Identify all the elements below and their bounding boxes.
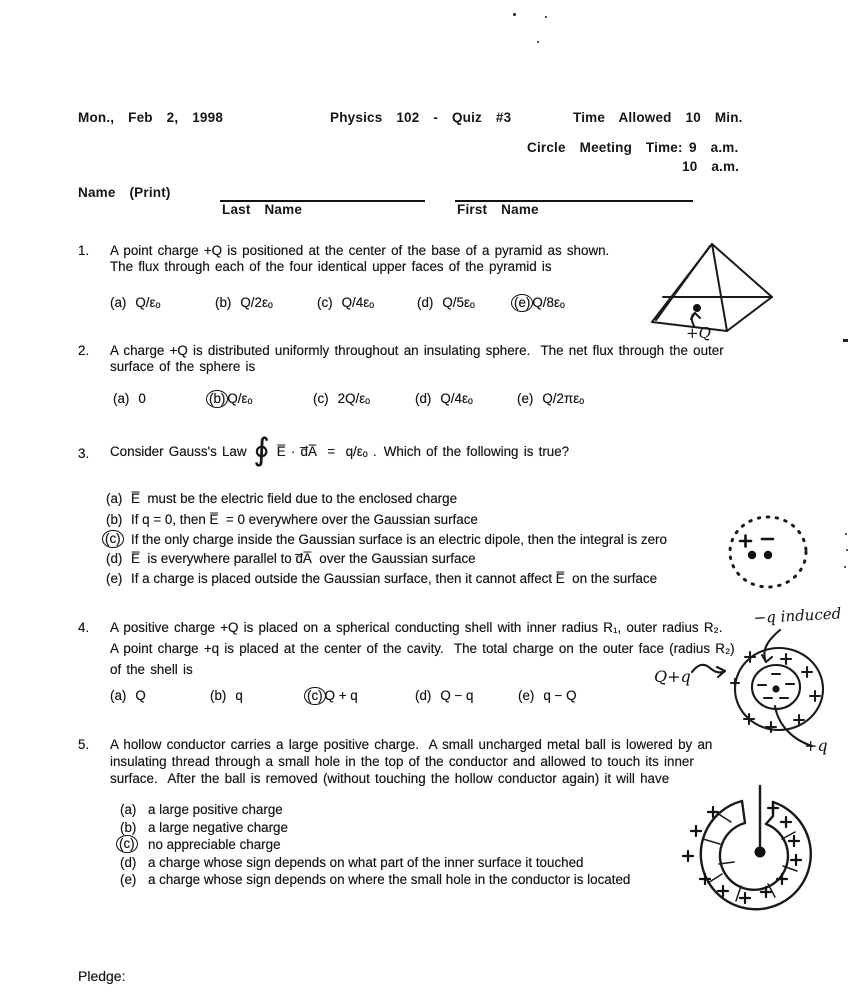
question-5-number: 5. [78,737,90,752]
q1-option-d-letter: (d) [417,295,434,310]
q1-option-a-letter: (a) [110,295,127,310]
scan-artifact [845,533,847,535]
closed-integral-symbol: ∮ [253,431,270,468]
q5-option-d-letter: (d) [120,855,137,870]
q2-option-c [313,391,370,406]
q3-option-a-letter: (a) [106,491,123,506]
q3-option-d-value: E̅ is everywhere parallel to d̅A̅ over the Gaussian surface [131,551,476,566]
q1-option-b-letter: (b) [215,295,232,310]
question-4-number: 4. [78,620,90,635]
q1-option-a [110,295,161,310]
q5-option-b-value: a large negative charge [148,820,288,835]
q2-option-b-letter: (b) [206,390,228,408]
scan-artifact [844,566,846,568]
pledge-label: Pledge: [78,968,126,984]
q3-option-c-letter: (c) [102,530,124,548]
question-4-text-line-1: A positive charge +Q is placed on a spherical conducting shell with inner radius R₁, outer radius R₂. [110,620,723,635]
q3-option-d-letter: (d) [106,551,123,566]
q4-option-b-value: q [235,688,243,703]
q4-option-a [110,688,146,703]
question-2-text-line-2: surface of the sphere is [110,359,256,374]
question-5-text-line-3: surface. After the ball is removed (without touching the hollow conductor again) it will have [110,771,670,786]
q1-option-e [515,295,565,310]
q5-option-d-value: a charge whose sign depends on what part of the inner surface it touched [148,855,584,870]
meeting-time-10am: 10 a.m. [682,159,740,174]
name-print-label: Name (Print) [78,185,171,200]
q1-option-c-value: Q/4εₒ [341,295,375,310]
q2-option-b-value: Q/εₒ [227,391,253,406]
q5-option-b-letter: (b) [120,820,137,835]
q1-option-d-value: Q/5εₒ [442,295,475,310]
q3-option-e-value: If a charge is placed outside the Gaussian surface, then it cannot affect E̅ on the surface [131,571,658,586]
q3-stem-math: E̅ · d̅A̅ = q/εₒ . [276,443,377,459]
dipole-plus-sign [740,536,751,547]
scan-artifact [843,339,848,342]
q4-option-a-value: Q [135,688,146,703]
q3-stem-suffix: Which of the following is true? [383,443,570,459]
meeting-time-9am: 9 a.m. [689,140,739,155]
q5-option-c-value: no appreciable charge [148,837,281,852]
question-1-text-line-2: The flux through each of the four identical upper faces of the pyramid is [110,259,552,274]
circle-meeting-label: Circle Meeting Time: [527,140,683,155]
induced-charge-label: −q induced [753,604,842,627]
q1-option-c [317,295,374,310]
scan-artifact [537,41,539,43]
total-charge-label: Q+q [654,667,691,686]
conducting-shell-figure [628,598,850,758]
outer-charge-label: +q [804,736,828,755]
dipole-charge-dot [764,551,772,559]
question-1-number: 1. [78,243,90,258]
q4-option-d-value: Q − q [440,688,474,703]
q1-option-a-value: Q/εₒ [135,295,161,310]
first-name-label: First Name [457,202,539,217]
quiz-title: Physics 102 - Quiz #3 [330,110,512,125]
question-5-text-line-1: A hollow conductor carries a large positive charge. A small uncharged metal ball is lowered by an [110,737,713,752]
shell-hatching [703,813,797,901]
q4-option-e-value: q − Q [543,688,577,703]
q5-option-c-letter: (c) [116,835,138,853]
last-name-line [220,186,425,202]
q5-option-a-letter: (a) [120,802,137,817]
q2-option-c-letter: (c) [313,391,329,406]
question-2-number: 2. [78,343,90,358]
q4-option-c-letter: (c) [304,687,326,705]
question-3-number: 3. [78,446,90,461]
gaussian-surface-dipole-figure [722,508,818,596]
question-5-text-line-2: insulating thread through a small hole in the top of the conductor and allowed to touch its inner [110,754,694,769]
time-allowed-label: Time Allowed 10 Min. [573,110,743,125]
q4-option-b [210,688,243,703]
metal-ball-dot [755,847,766,858]
q4-option-e [518,688,577,703]
q5-option-a-value: a large positive charge [148,802,283,817]
q3-option-e-letter: (e) [106,571,123,586]
last-name-label: Last Name [222,202,303,217]
scan-artifact [846,549,848,551]
q2-option-a-value: 0 [138,391,146,406]
pyramid-charge-label: +Q [686,324,711,342]
q1-option-e-value: Q/8εₒ [532,295,565,310]
q3-stem-prefix: Consider Gauss's Law [110,443,247,459]
q4-option-c [308,688,358,703]
q2-option-e-letter: (e) [517,391,534,406]
q4-option-e-letter: (e) [518,688,535,703]
q2-option-e-value: Q/2πεₒ [542,391,585,406]
q4-option-d-letter: (d) [415,688,432,703]
question-1-text-line-1: A point charge +Q is positioned at the center of the base of a pyramid as shown. [110,243,610,258]
q3-option-c-value: If the only charge inside the Gaussian surface is an electric dipole, then the integral is zero [131,532,667,547]
q1-option-b-value: Q/2εₒ [240,295,273,310]
hollow-conductor-figure [676,784,836,914]
q1-option-c-letter: (c) [317,295,333,310]
dipole-charge-dot [748,551,756,559]
q2-option-d-value: Q/4εₒ [440,391,473,406]
first-name-line [455,186,693,202]
q4-option-d [415,688,474,703]
q5-option-e-letter: (e) [120,872,137,887]
q1-option-e-letter: (e) [511,294,533,312]
question-2-text-line-1: A charge +Q is distributed uniformly throughout an insulating sphere. The net flux through the outer [110,343,724,358]
q2-option-d-letter: (d) [415,391,432,406]
q3-option-b-letter: (b) [106,512,123,527]
scan-artifact [545,16,547,18]
q3-option-b-value: If q = 0, then E̅ = 0 everywhere over the Gaussian surface [131,512,478,527]
q4-option-a-letter: (a) [110,688,127,703]
q2-option-d [415,391,473,406]
q4-option-b-letter: (b) [210,688,227,703]
question-4-text-line-3: of the shell is [110,662,193,677]
q1-option-d [417,295,475,310]
pyramid-figure [644,234,784,342]
center-charge-dot [772,685,779,692]
q4-option-c-value: Q + q [324,688,358,703]
question-4-text-line-2: A point charge +q is placed at the center of the cavity. The total charge on the outer face (radius R₂) [110,641,735,656]
q3-option-a-value: E̅ must be the electric field due to the enclosed charge [131,491,458,506]
quiz-date: Mon., Feb 2, 1998 [78,110,224,125]
q2-option-c-value: 2Q/εₒ [337,391,371,406]
question-3-stem [110,433,569,469]
q2-option-b [210,391,253,406]
q5-option-e-value: a charge whose sign depends on where the small hole in the conductor is located [148,872,631,887]
scan-artifact [513,13,516,16]
q1-option-b [215,295,273,310]
q2-option-a-letter: (a) [113,391,130,406]
q2-option-a [113,391,146,406]
q2-option-e [517,391,584,406]
point-charge-dot [693,304,701,312]
